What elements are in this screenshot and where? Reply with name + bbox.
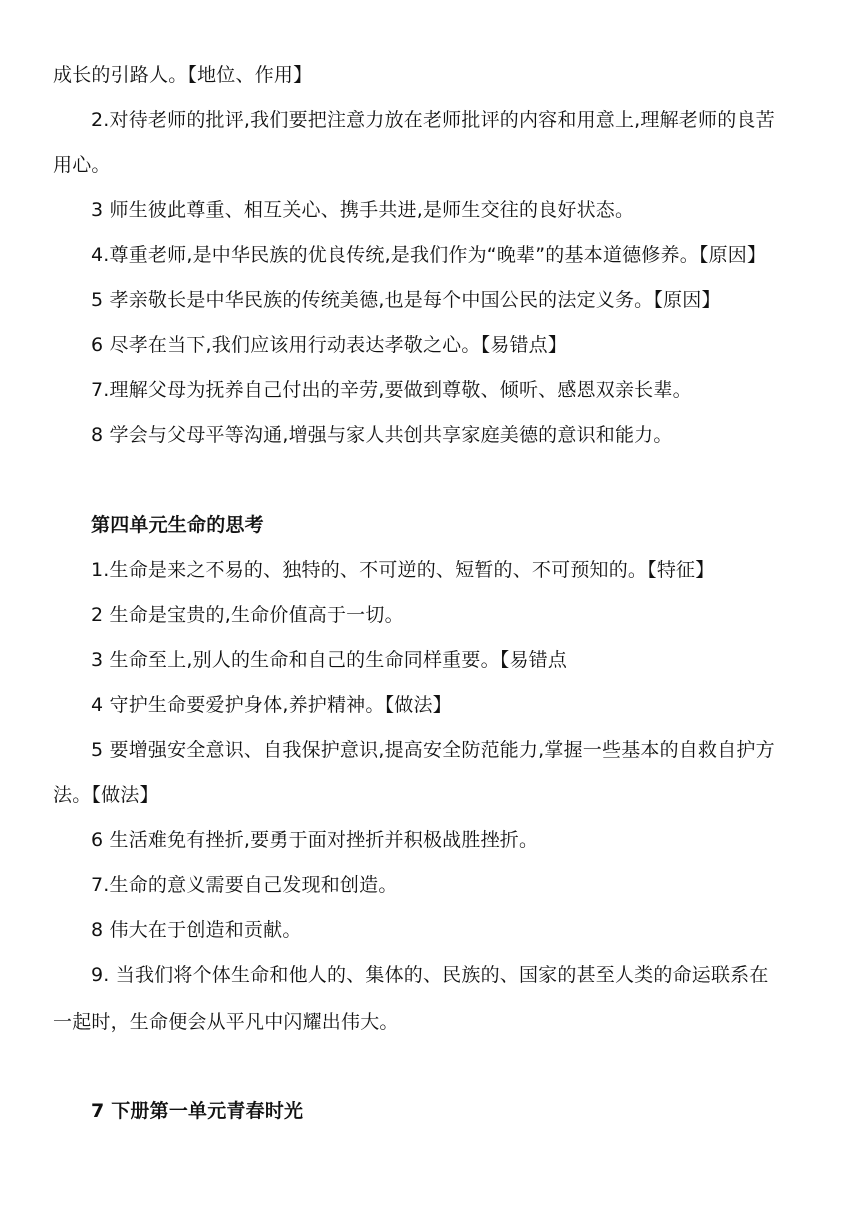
section-heading: 第四单元生命的思考 [91,514,264,536]
list-item-continuation: 法。【做法】 [53,784,159,806]
list-item: 2.对待老师的批评,我们要把注意力放在老师批评的内容和用意上,理解老师的良苦 [91,109,775,131]
list-item: 7.理解父母为抚养自己付出的辛劳,要做到尊敬、倾听、感恩双亲长辈。 [91,379,692,401]
list-item-continuation: 一起时，生命便会从平凡中闪耀出伟大。 [53,1011,399,1033]
list-item: 8 伟大在于创造和贡献。 [91,919,302,941]
list-item: 6 生活难免有挫折,要勇于面对挫折并积极战胜挫折。 [91,829,539,851]
list-item: 3 师生彼此尊重、相互关心、携手共进,是师生交往的良好状态。 [91,199,635,221]
list-item-continuation: 用心。 [53,154,111,176]
list-item: 3 生命至上,别人的生命和自己的生命同样重要。【易错点 [91,649,568,671]
list-item: 7.生命的意义需要自己发现和创造。 [91,874,398,896]
list-item: 4 守护生命要爱护身体,养护精神。【做法】 [91,694,452,716]
paragraph-continuation: 成长的引路人。【地位、作用】 [53,64,313,86]
list-item: 8 学会与父母平等沟通,增强与家人共创共享家庭美德的意识和能力。 [91,424,673,446]
list-item: 9. 当我们将个体生命和他人的、集体的、民族的、国家的甚至人类的命运联系在 [91,964,769,986]
section-heading: 7 下册第一单元青春时光 [91,1100,304,1122]
list-item: 4.尊重老师,是中华民族的优良传统,是我们作为“晚辈”的基本道德修养。【原因】 [91,244,767,266]
list-item: 1.生命是来之不易的、独特的、不可逆的、短暂的、不可预知的。【特征】 [91,559,715,581]
list-item: 5 要增强安全意识、自我保护意识,提高安全防范能力,掌握一些基本的自救自护方 [91,739,775,761]
list-item: 5 孝亲敬长是中华民族的传统美德,也是每个中国公民的法定义务。【原因】 [91,289,721,311]
list-item: 2 生命是宝贵的,生命价值高于一切。 [91,604,404,626]
list-item: 6 尽孝在当下,我们应该用行动表达孝敬之心。【易错点】 [91,334,568,356]
